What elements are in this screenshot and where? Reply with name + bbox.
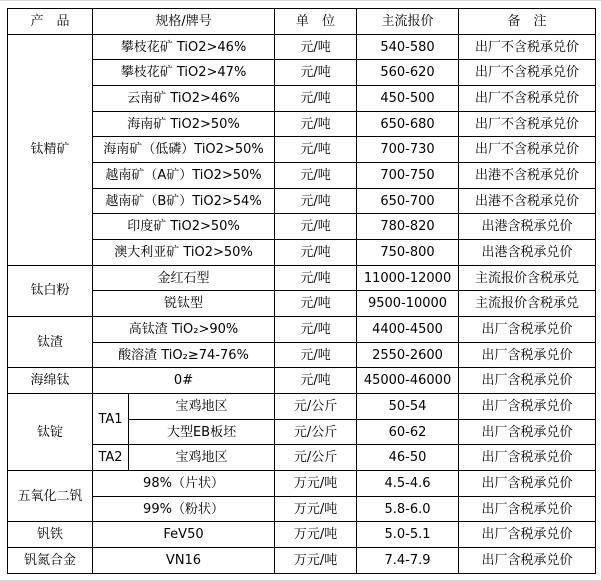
unit-cell: 元/吨	[275, 60, 357, 86]
table-row	[8, 394, 596, 420]
table-row	[8, 163, 596, 189]
table-row	[8, 188, 596, 214]
table-row	[8, 291, 596, 317]
unit-cell: 元/公斤	[275, 445, 357, 471]
unit-cell: 元/吨	[275, 317, 357, 343]
unit-cell: 元/吨	[275, 265, 357, 291]
note-cell: 出厂含税承兑价	[459, 317, 596, 343]
table-row	[8, 522, 596, 548]
price-cell: 46-50	[357, 445, 459, 471]
unit-cell: 万元/吨	[275, 548, 357, 574]
product-cell: 海绵钛	[8, 368, 93, 394]
table-row	[8, 214, 596, 240]
table-row	[8, 34, 596, 60]
price-cell: 4400-4500	[357, 317, 459, 343]
table-row	[8, 548, 596, 574]
price-cell: 540-580	[357, 34, 459, 60]
unit-cell: 万元/吨	[275, 496, 357, 522]
note-cell: 出厂含税承兑价	[459, 522, 596, 548]
note-cell: 出港含税承兑价	[459, 240, 596, 266]
table-row	[8, 317, 596, 343]
spec-cell: 金红石型	[93, 265, 275, 291]
price-cell: 650-700	[357, 188, 459, 214]
spec-cell: 锐钛型	[93, 291, 275, 317]
spec-cell: 0#	[93, 368, 275, 394]
spec-cell: 大型EB板坯	[129, 419, 275, 445]
spec-cell: 海南矿（低磷）TiO2>50%	[93, 137, 275, 163]
grade-cell: TA1	[93, 394, 129, 445]
unit-cell: 元/吨	[275, 86, 357, 112]
price-cell: 4.5-4.6	[357, 471, 459, 497]
table-header-row	[8, 9, 596, 35]
spec-cell: 攀枝花矿 TiO2>47%	[93, 60, 275, 86]
price-cell: 5.0-5.1	[357, 522, 459, 548]
unit-cell: 元/公斤	[275, 419, 357, 445]
note-cell: 出厂不含税承兑价	[459, 60, 596, 86]
price-cell: 560-620	[357, 60, 459, 86]
note-cell: 出厂含税承兑价	[459, 394, 596, 420]
unit-cell: 万元/吨	[275, 471, 357, 497]
spec-cell: 澳大利亚矿 TiO2>50%	[93, 240, 275, 266]
price-cell: 11000-12000	[357, 265, 459, 291]
price-cell: 60-62	[357, 419, 459, 445]
note-cell: 出厂含税承兑价	[459, 368, 596, 394]
product-cell: 钛锭	[8, 394, 93, 471]
spec-cell: 98%（片状）	[93, 471, 275, 497]
table-row	[8, 342, 596, 368]
note-cell: 出厂含税承兑价	[459, 419, 596, 445]
unit-cell: 元/吨	[275, 188, 357, 214]
unit-cell: 元/吨	[275, 214, 357, 240]
spec-cell: 高钛渣 TiO₂>90%	[93, 317, 275, 343]
table-row	[8, 240, 596, 266]
spec-cell: 攀枝花矿 TiO2>46%	[93, 34, 275, 60]
grade-cell: TA2	[93, 445, 129, 471]
unit-cell: 元/公斤	[275, 394, 357, 420]
table-row	[8, 445, 596, 471]
note-cell: 出厂含税承兑价	[459, 342, 596, 368]
price-cell: 780-820	[357, 214, 459, 240]
spec-cell: FeV50	[93, 522, 275, 548]
unit-cell: 元/吨	[275, 137, 357, 163]
spec-cell: VN16	[93, 548, 275, 574]
table-row	[8, 137, 596, 163]
spec-cell: 酸溶渣 TiO₂≥74-76%	[93, 342, 275, 368]
price-cell: 650-680	[357, 111, 459, 137]
spec-cell: 99%（粉状）	[93, 496, 275, 522]
spec-cell: 云南矿 TiO2>46%	[93, 86, 275, 112]
spec-cell: 宝鸡地区	[129, 394, 275, 420]
product-cell: 钛渣	[8, 317, 93, 368]
product-cell: 五氧化二钒	[8, 471, 93, 522]
table-row	[8, 265, 596, 291]
table-row	[8, 86, 596, 112]
header-spec: 规格/牌号	[93, 9, 275, 35]
price-cell: 450-500	[357, 86, 459, 112]
note-cell: 出厂含税承兑价	[459, 471, 596, 497]
unit-cell: 元/吨	[275, 240, 357, 266]
unit-cell: 元/吨	[275, 368, 357, 394]
header-price: 主流报价	[357, 9, 459, 35]
price-cell: 45000-46000	[357, 368, 459, 394]
spec-cell: 越南矿（B矿）TiO2>54%	[93, 188, 275, 214]
price-cell: 700-750	[357, 163, 459, 189]
note-cell: 出港不含税承兑价	[459, 163, 596, 189]
note-cell: 出厂不含税承兑价	[459, 86, 596, 112]
note-cell: 主流报价含税承兑	[459, 265, 596, 291]
price-cell: 7.4-7.9	[357, 548, 459, 574]
product-cell: 钛白粉	[8, 265, 93, 316]
spec-cell: 宝鸡地区	[129, 445, 275, 471]
price-cell: 2550-2600	[357, 342, 459, 368]
header-product: 产 品	[8, 9, 93, 35]
unit-cell: 元/吨	[275, 163, 357, 189]
price-cell: 750-800	[357, 240, 459, 266]
unit-cell: 元/吨	[275, 342, 357, 368]
spec-cell: 印度矿 TiO2>50%	[93, 214, 275, 240]
header-unit: 单 位	[275, 9, 357, 35]
spec-cell: 海南矿 TiO2>50%	[93, 111, 275, 137]
table-row	[8, 60, 596, 86]
note-cell: 出厂含税承兑价	[459, 548, 596, 574]
product-cell: 钒铁	[8, 522, 93, 548]
note-cell: 出厂不含税承兑价	[459, 34, 596, 60]
price-table	[7, 8, 596, 574]
table-row	[8, 368, 596, 394]
table-row	[8, 111, 596, 137]
price-cell: 700-730	[357, 137, 459, 163]
note-cell: 出厂含税承兑价	[459, 496, 596, 522]
product-cell: 钛精矿	[8, 34, 93, 265]
note-cell: 出港含税承兑价	[459, 214, 596, 240]
note-cell: 出厂不含税承兑价	[459, 111, 596, 137]
unit-cell: 元/吨	[275, 34, 357, 60]
price-cell: 5.8-6.0	[357, 496, 459, 522]
header-note: 备 注	[459, 9, 596, 35]
price-cell: 50-54	[357, 394, 459, 420]
note-cell: 出厂含税承兑价	[459, 445, 596, 471]
unit-cell: 万元/吨	[275, 522, 357, 548]
unit-cell: 元/吨	[275, 111, 357, 137]
note-cell: 出厂不含税承兑价	[459, 137, 596, 163]
table-row	[8, 471, 596, 497]
note-cell: 主流报价含税承兑	[459, 291, 596, 317]
unit-cell: 元/吨	[275, 291, 357, 317]
table-row	[8, 496, 596, 522]
spec-cell: 越南矿（A矿）TiO2>50%	[93, 163, 275, 189]
note-cell: 出港不含税承兑价	[459, 188, 596, 214]
product-cell: 钒氮合金	[8, 548, 93, 574]
price-cell: 9500-10000	[357, 291, 459, 317]
